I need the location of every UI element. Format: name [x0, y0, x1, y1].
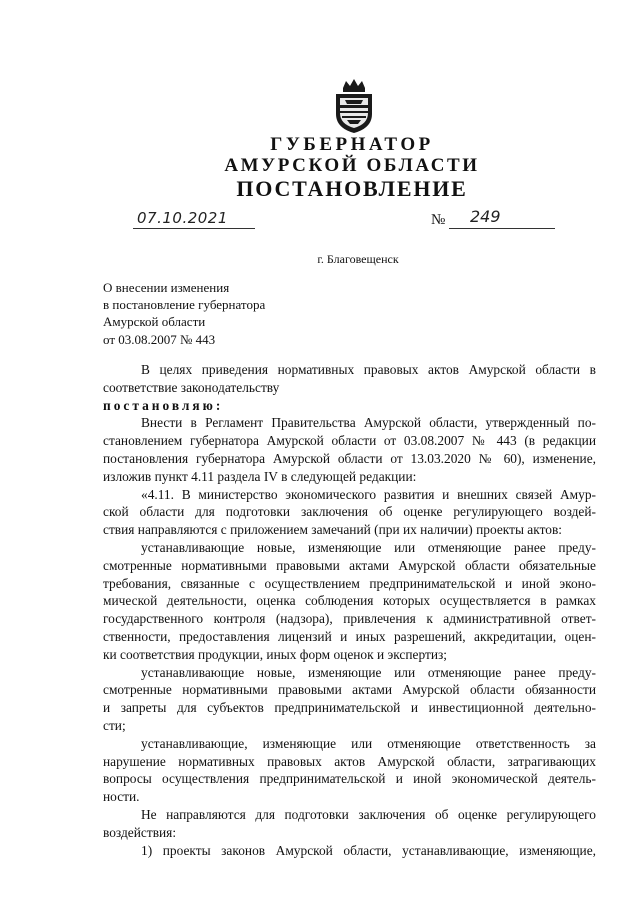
body-line: воздействия: — [103, 824, 177, 840]
body-line: сти; — [103, 717, 126, 733]
body-line: В целях приведения нормативных правовых актов Амурской области в — [141, 362, 596, 377]
body-line: 1) проекты законов Амурской области, устанавливающие, изменяющие, — [141, 842, 596, 858]
body-line: смотренные нормативными правовыми актами Амурской области обязательные — [103, 557, 596, 573]
document-body — [103, 361, 596, 859]
body-line: смотренные нормативными правовыми актами Амурской области обязанности — [103, 682, 596, 698]
body-line: ствия направляются с приложением замечаний (при их наличии) проекты актов: — [103, 522, 562, 538]
document-number: 249 — [470, 207, 501, 226]
subject-line: в постановление губернатора — [103, 297, 266, 313]
body-line: ки соответствия продукции, иных форм оценок и экспертиз; — [103, 646, 448, 662]
subject-line: от 03.08.2007 № 443 — [103, 331, 216, 347]
body-line: вопросы осуществления предпринимательской и иной экономической деятель- — [103, 771, 596, 787]
header-title-governor: ГУБЕРНАТОР — [270, 134, 434, 155]
city-name: г. Благовещенск — [317, 252, 399, 266]
body-line: и запреты для субъектов предпринимательской и инвестиционной деятельно- — [103, 700, 596, 716]
body-line: устанавливающие, изменяющие или отменяющие ответственность за — [141, 735, 596, 751]
document-type-title: ПОСТАНОВЛЕНИЕ — [236, 176, 468, 201]
coat-of-arms-icon — [331, 78, 377, 134]
resolution-keyword: постановляю: — [103, 397, 224, 413]
body-line: ственности, предоставления лицензий и иных разрешений, аккредитации, оцен- — [103, 628, 596, 644]
body-line: мической деятельности, оценка соблюдения которых осуществляется в рамках — [103, 593, 596, 609]
body-line: «4.11. В министерство экономического развития и внешних связей Амур- — [141, 486, 596, 502]
subject-line: О внесении изменения — [103, 280, 230, 295]
body-line: ности. — [103, 789, 140, 805]
body-line: Не направляются для подготовки заключения об оценке регулирующего — [141, 806, 596, 822]
body-line: постановления губернатора Амурской области от 13.03.2020 № 60), изменение, — [103, 450, 596, 466]
body-line: соответствие законодательству — [103, 379, 280, 395]
body-line: государственного контроля (надзора), привлечения к административной ответ- — [103, 611, 596, 627]
body-line: нарушение нормативных правовых актов Амурской области, затрагивающих — [103, 753, 596, 769]
body-line: изложив пункт 4.11 раздела IV в следующей редакции: — [103, 468, 417, 484]
number-underline — [449, 228, 555, 229]
body-line: устанавливающие новые, изменяющие или отменяющие ранее преду- — [141, 539, 596, 555]
header-title-region: АМУРСКОЙ ОБЛАСТИ — [224, 155, 480, 176]
body-line: становлением губернатора Амурской области от 03.08.2007 № 443 (в редакции — [103, 433, 596, 449]
body-line: требования, связанные с осуществлением предпринимательской и иной эконо- — [103, 575, 596, 591]
subject-line: Амурской области — [103, 314, 206, 330]
body-line: Внести в Регламент Правительства Амурской области, утвержденный по- — [141, 415, 596, 431]
date-underline — [133, 228, 255, 229]
document-date: 07.10.2021 — [137, 209, 228, 227]
body-line: устанавливающие новые, изменяющие или отменяющие ранее преду- — [141, 664, 596, 680]
body-line: ской области для подготовки заключения об оценке регулирующего воздей- — [103, 504, 596, 520]
document-subject — [103, 279, 265, 348]
number-sign: № — [431, 212, 446, 228]
